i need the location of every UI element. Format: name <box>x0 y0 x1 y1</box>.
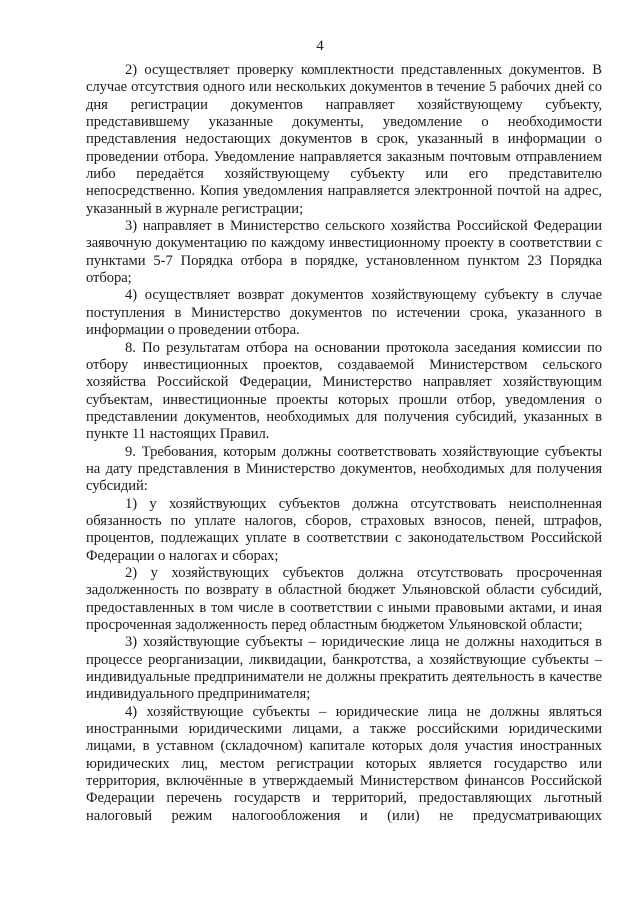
requirement-3-reorganization: 3) хозяйствующие субъекты – юридические лица не должны находиться в процессе реорганизации, ликвидации, банкротства, а хозяйствующие субъекты – индивидуальные предприниматели не должны прекратить деятельность в качестве индивидуального предпринимателя; <box>86 634 602 703</box>
paragraph-8-selection-results: 8. По результатам отбора на основании протокола заседания комиссии по отбору инвестиционных проектов, создаваемой Министерством сельского хозяйства Российской Федерации, Министерство направляет хозяйствующим субъектам, инвестиционные проекты которых прошли отбор, уведомления о представлении документов, необходимых для получения субсидий, указанных в пункте 11 настоящих Правил. <box>86 339 602 443</box>
paragraph-2-check-completeness: 2) осуществляет проверку комплектности представленных документов. В случае отсутствия одного или нескольких документов в течение 5 рабочих дней со дня регистрации документов направляет хозяйствующему субъекту, представившему указанные документы, уведомление о необходимости представления недостающих документов в срок, указанный в информации о проведении отбора. Уведомление направляется заказным почтовым отправлением либо передаётся хозяйствующему субъекту или его представителю непосредственно. Копия уведомления направляется электронной почтой на адрес, указанный в журнале регистрации; <box>86 62 602 217</box>
requirement-1-taxes: 1) у хозяйствующих субъектов должна отсутствовать неисполненная обязанность по уплате налогов, сборов, страховых взносов, пеней, штрафов, процентов, подлежащих уплате в соответствии с законодательством Российской Федерации о налогах и сборах; <box>86 495 602 564</box>
requirement-2-debt: 2) у хозяйствующих субъектов должна отсутствовать просроченная задолженность по возврату в областной бюджет Ульяновской области субсидий, предоставленных в том числе в соответствии с иными правовыми актами, и иная просроченная задолженность перед областным бюджетом Ульяновской области; <box>86 564 602 633</box>
paragraph-4-return-documents: 4) осуществляет возврат документов хозяйствующему субъекту в случае поступления в Министерство документов по истечении срока, указанного в информации о проведении отбора. <box>86 287 602 339</box>
paragraph-9-requirements: 9. Требования, которым должны соответствовать хозяйствующие субъекты на дату представления в Министерство документов, необходимых для получения субсидий: <box>86 443 602 495</box>
paragraph-3-send-to-ministry: 3) направляет в Министерство сельского хозяйства Российской Федерации заявочную документацию по каждому инвестиционному проекту в соответствии с пунктами 5-7 Порядка отбора в порядке, установленном пунктом 23 Порядка отбора; <box>86 218 602 287</box>
page-number: 4 <box>316 38 324 54</box>
document-body <box>86 62 602 825</box>
requirement-4-foreign-entities: 4) хозяйствующие субъекты – юридические лица не должны являться иностранными юридическими лицами, а также российскими юридическими лицами, в уставном (складочном) капитале которых доля участия иностранных юридических лиц, местом регистрации которых является государство или территория, включённые в утверждаемый Министерством финансов Российской Федерации перечень государств и территорий, предоставляющих льготный налоговый режим налогообложения и (или) не предусматривающих <box>86 703 602 824</box>
